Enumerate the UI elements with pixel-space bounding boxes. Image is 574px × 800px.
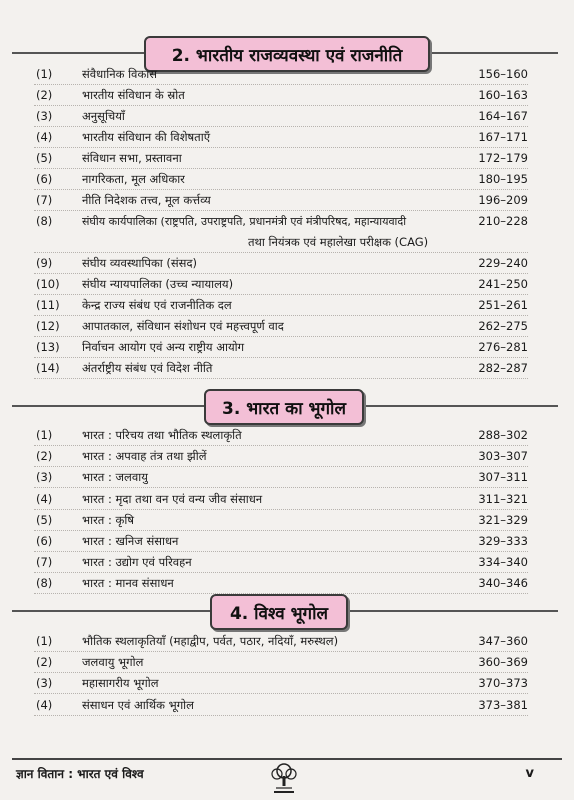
toc-entry [0,295,574,316]
entry-page-range: 180–195 [478,172,528,186]
toc-entry [0,274,574,295]
entry-title: संघीय कार्यपालिका (राष्ट्रपति, उपराष्ट्रपति, प्रधानमंत्री एवं मंत्रीपरिषद, महान्यायवादी [82,215,407,228]
section-heading-label: 2. भारतीय राजव्यवस्था एवं राजनीति [144,36,430,72]
footer-book-title: ज्ञान वितान : भारत एवं विश्व [16,767,144,781]
entry-number: (11) [36,298,60,312]
entry-title: भारत : मानव संसाधन [82,576,174,591]
entry-page-range: 229–240 [478,256,528,270]
entry-page-range: 262–275 [478,319,528,333]
entry-number: (1) [36,634,53,648]
entry-page-range: 251–261 [478,298,528,312]
entry-title: भारत : जलवायु [82,470,148,485]
entry-page-range: 167–171 [478,130,528,144]
toc-entry [0,446,574,467]
entry-title: भारतीय संविधान के स्रोत [82,88,185,102]
toc-entry [0,337,574,358]
page-number: v [525,766,534,781]
entry-page-range: 282–287 [478,361,528,375]
entry-number: (10) [36,277,60,291]
entry-page-range: 156–160 [478,67,528,81]
entry-title: अनुसूचियाँ [82,109,125,123]
entry-title: नीति निदेशक तत्त्व, मूल कर्त्तव्य [82,193,211,207]
entry-page-range: 360–369 [478,655,528,670]
entry-title: भारत : कृषि [82,512,134,527]
entry-title: संघीय न्यायपालिका (उच्च न्यायालय) [82,277,234,291]
entry-page-range: 172–179 [478,151,528,165]
entry-number: (2) [36,88,53,102]
entry-title: नागरिकता, मूल अधिकार [82,172,185,186]
entry-page-range: 241–250 [478,277,528,291]
toc-entry [0,127,574,148]
toc-entry [0,211,574,253]
entry-page-range: 340–346 [478,576,528,591]
entry-title: आपातकाल, संविधान संशोधन एवं महत्त्वपूर्ण वाद [82,319,284,333]
toc-entry [0,316,574,337]
entry-number: (6) [36,172,53,186]
entry-number: (7) [36,193,53,207]
entry-page-range: 164–167 [478,109,528,123]
toc-entry [0,510,574,531]
toc-entry [0,425,574,446]
section-heading-india-geography [12,389,558,423]
entry-page-range: 307–311 [478,470,528,485]
entry-page-range: 373–381 [478,697,528,712]
entry-number: (2) [36,655,53,670]
entry-number: (12) [36,319,60,333]
entry-page-range: 311–321 [478,491,528,506]
entry-number: (7) [36,555,53,570]
toc-entry [0,148,574,169]
footer-rule [12,758,562,760]
entry-page-range: 303–307 [478,449,528,464]
toc-entry [0,695,574,716]
row-divider [34,715,528,716]
toc-entry [0,85,574,106]
entry-title-continued: तथा नियंत्रक एवं महालेखा परीक्षक (CAG) [248,235,429,249]
entry-number: (4) [36,491,53,506]
toc-entry [0,253,574,274]
section-heading-label: 4. विश्व भूगोल [210,594,348,630]
toc-entry [0,552,574,573]
tree-logo-icon [266,762,302,796]
entry-page-range: 347–360 [478,634,528,648]
entry-title: भारत : अपवाह तंत्र तथा झीलें [82,449,207,464]
entry-page-range: 196–209 [478,193,528,207]
entry-page-range: 370–373 [478,676,528,691]
entry-title: संविधान सभा, प्रस्तावना [82,151,182,165]
entry-title: जलवायु भूगोल [82,655,144,670]
toc-entry [0,64,574,85]
entry-title: महासागरीय भूगोल [82,676,159,691]
entry-number: (5) [36,151,53,165]
entry-number: (14) [36,361,60,375]
entry-number: (8) [36,214,53,228]
toc-entry [0,673,574,694]
entry-number: (5) [36,512,53,527]
toc-entry [0,531,574,552]
entry-title: भारत : परिचय तथा भौतिक स्थलाकृति [82,428,242,442]
entry-page-range: 334–340 [478,555,528,570]
toc-entry [0,489,574,510]
entry-title: भारत : खनिज संसाधन [82,534,179,548]
toc-entry [0,106,574,127]
entry-page-range: 321–329 [478,512,528,527]
toc-entry [0,573,574,594]
entry-title: निर्वाचन आयोग एवं अन्य राष्ट्रीय आयोग [82,340,245,354]
toc-entry [0,358,574,379]
entry-title: संवैधानिक विकास [82,67,158,81]
entry-page-range: 329–333 [478,534,528,548]
toc-entry [0,169,574,190]
entry-number: (9) [36,256,53,270]
row-divider [34,378,528,379]
entry-number: (1) [36,428,53,442]
entry-page-range: 276–281 [478,340,528,354]
entry-number: (3) [36,470,53,485]
entry-title: भारत : मृदा तथा वन एवं वन्य जीव संसाधन [82,491,263,506]
entry-page-range: 160–163 [478,88,528,102]
section-heading-world-geography [12,594,558,628]
entry-number: (1) [36,67,53,81]
entry-title: अंतर्राष्ट्रीय संबंध एवं विदेश नीति [82,361,213,375]
entry-page-range: 210–228 [478,214,528,228]
entry-title: भारत : उद्योग एवं परिवहन [82,555,192,570]
entry-title: भौतिक स्थलाकृतियाँ (महाद्वीप, पर्वत, पठार, नदियाँ, मरुस्थल) [82,634,339,648]
entry-number: (8) [36,576,53,591]
toc-entry [0,467,574,488]
entry-number: (3) [36,676,53,691]
entry-title: भारतीय संविधान की विशेषताएँ [82,130,211,144]
toc-entry [0,652,574,673]
entry-number: (3) [36,109,53,123]
entry-number: (2) [36,449,53,464]
toc-entry [0,190,574,211]
toc-entry [0,631,574,652]
entry-number: (13) [36,340,60,354]
entry-title: केन्द्र राज्य संबंध एवं राजनीतिक दल [82,298,232,312]
entry-number: (4) [36,130,53,144]
entry-page-range: 288–302 [478,428,528,442]
section-heading-label: 3. भारत का भूगोल [204,389,364,425]
entry-number: (4) [36,697,53,712]
entry-title: संसाधन एवं आर्थिक भूगोल [82,697,194,712]
entry-title: संघीय व्यवस्थापिका (संसद) [82,256,198,270]
entry-number: (6) [36,534,53,548]
